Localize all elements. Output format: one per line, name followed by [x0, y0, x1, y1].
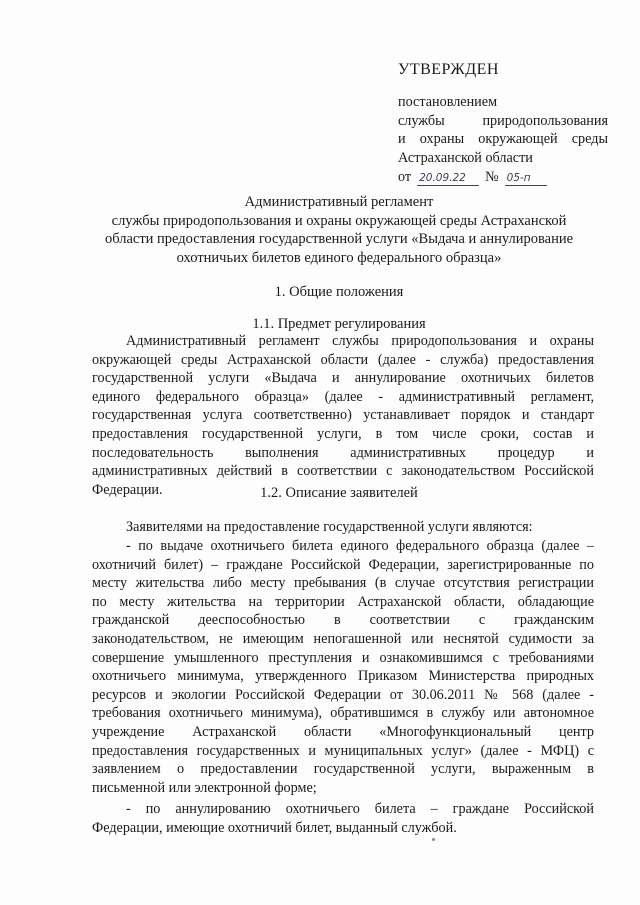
text-line: охотничьего минимума, утвержденного Приказом Министерства природных — [92, 668, 594, 685]
text-line: по месту жительства на территории Астраханской области, обладающие — [92, 593, 594, 610]
text-line: административных действий в соответствии с законодательством Российской — [92, 463, 594, 480]
subsection-heading: 1.1. Предмет регулирования — [252, 316, 426, 332]
text-line: - по выдаче охотничьего билета единого федерального образца (далее – — [126, 538, 594, 554]
handwritten-number: 05-п — [505, 172, 547, 186]
title-line: охотничьих билетов единого федерального образца» — [176, 249, 502, 266]
text-line: учреждение Астраханской области «Многофункциональный центр — [92, 723, 594, 740]
text-line: Федерации, имеющие охотничий билет, выданный службой. — [92, 819, 457, 836]
text-line: охотничий билет) – граждане Российской Федерации, зарегистрированные по — [92, 556, 594, 573]
text-line: государственная услуга соответственно) устанавливает порядок и стандарт — [92, 407, 594, 424]
paragraph-applicants-issue — [92, 537, 594, 797]
text-line: единого федерального образца» (далее - административный регламент, — [92, 388, 594, 405]
text-line: - по аннулированию охотничьего билета – граждане Российской — [126, 801, 594, 817]
number-sign: № — [485, 169, 499, 186]
approval-line: Астраханской области — [398, 149, 533, 166]
text-line: законодательством, не имеющим непогашенной или неснятой судимости за — [92, 630, 594, 647]
text-line: требования охотничьего минимума), обратившимся в службу или автономное — [92, 705, 594, 722]
approval-line: постановлением — [398, 94, 498, 110]
text-line: предоставления государственных и муниципальных услуг» (далее - МФЦ) с — [92, 742, 594, 759]
text-line: месту жительства либо месту пребывания (в случае отсутствия регистрации — [92, 575, 594, 592]
paragraph-applicants-cancel — [92, 800, 594, 837]
approval-heading: УТВЕРЖДЕН — [398, 61, 499, 78]
text-line: предоставления государственной услуги, в том числе сроки, состав и — [92, 425, 594, 442]
text-line: Административный регламент службы природопользования и охраны — [126, 333, 594, 349]
text-line: ресурсов и экологии Российской Федерации от 30.06.2011 № 568 (далее - — [92, 686, 594, 703]
approval-date-line — [398, 167, 608, 187]
paragraph-applicants-intro — [92, 518, 594, 537]
scan-speck — [432, 838, 435, 841]
section-heading: 1. Общие положения — [274, 284, 404, 300]
title-line: службы природопользования и охраны окружающей среды Астраханской — [111, 212, 567, 229]
approval-line: и охраны окружающей среды — [398, 131, 608, 148]
text-line: заявлением о предоставлении государственной услуги, выраженным в — [92, 761, 594, 778]
subsection-heading: 1.2. Описание заявителей — [260, 485, 418, 501]
date-prefix: от — [398, 169, 412, 186]
text-line: Заявителями на предоставление государственной услуги являются: — [126, 519, 533, 535]
text-line: Федерации. — [92, 481, 163, 498]
text-line: окружающей среды Астраханской области (далее - служба) предоставления — [92, 351, 594, 368]
text-line: последовательность выполнения административных процедур и — [92, 444, 594, 461]
text-line: государственной услуги «Выдача и аннулирование охотничьих билетов — [92, 370, 594, 387]
approval-line: службы природопользования — [398, 112, 608, 129]
text-line: гражданской дееспособностью в соответствии с гражданским — [92, 612, 594, 629]
text-line: письменной или электронной форме; — [92, 779, 317, 796]
approval-block — [398, 60, 608, 187]
title-line: области предоставления государственной услуги «Выдача и аннулирование — [104, 231, 574, 247]
handwritten-date: 20.09.22 — [417, 172, 479, 186]
paragraph-subject — [92, 332, 594, 499]
text-line: совершение умышленного преступления и ознакомившимся с требованиями — [92, 649, 594, 666]
document-title — [84, 193, 594, 267]
title-line: Административный регламент — [244, 194, 434, 210]
